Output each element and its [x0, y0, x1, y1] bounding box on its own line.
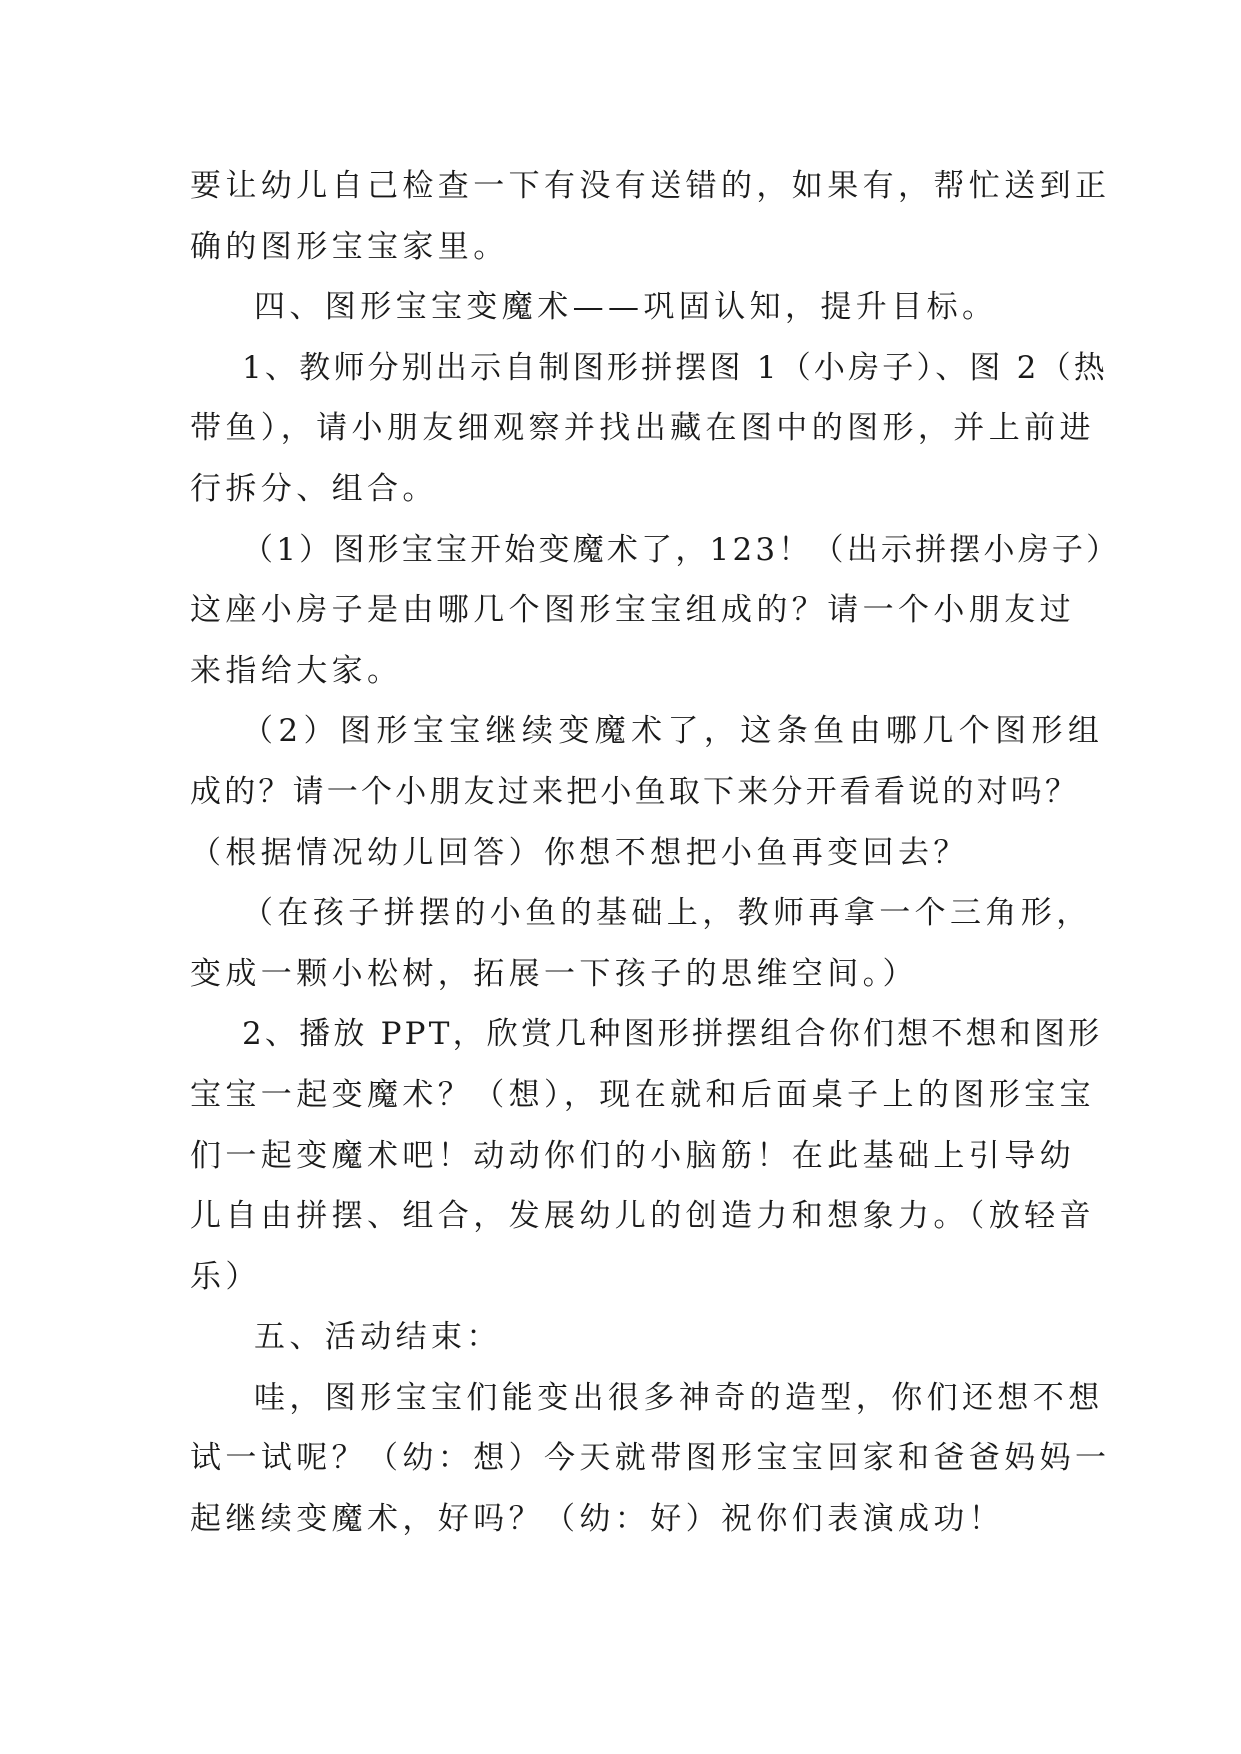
text-line: 成的？请一个小朋友过来把小鱼取下来分开看看说的对吗？ [190, 773, 1080, 810]
text-line: 们一起变魔术吧！动动你们的小脑筋！在此基础上引导幼 [190, 1137, 1075, 1174]
text-line: 试一试呢？（幼：想）今天就带图形宝宝回家和爸爸妈妈一 [190, 1440, 1111, 1477]
text-line: 宝宝一起变魔术？（想），现在就和后面桌子上的图形宝宝 [190, 1076, 1095, 1113]
text-line: （在孩子拼摆的小鱼的基础上，教师再拿一个三角形， [242, 895, 1092, 932]
text-line: 确的图形宝宝家里。 [190, 228, 509, 265]
text-line: 2、播放 PPT，欣赏几种图形拼摆组合你们想不想和图形 [242, 1016, 1103, 1053]
document-body [190, 156, 1121, 1550]
text-line: 儿自由拼摆、组合，发展幼儿的创造力和想象力。（放轻音 [190, 1198, 1095, 1235]
text-line: （1）图形宝宝开始变魔术了，123！（出示拼摆小房子） [242, 531, 1121, 568]
text-line: 来指给大家。 [190, 652, 403, 689]
section-heading: 四、图形宝宝变魔术——巩固认知，提升目标。 [254, 289, 998, 326]
text-line: 哇，图形宝宝们能变出很多神奇的造型，你们还想不想 [254, 1379, 1104, 1416]
text-line: 行拆分、组合。 [190, 470, 438, 507]
text-line: （根据情况幼儿回答）你想不想把小鱼再变回去？ [190, 834, 969, 871]
text-line: 起继续变魔术，好吗？（幼：好）祝你们表演成功！ [190, 1501, 1005, 1538]
text-line: 变成一颗小松树，拓展一下孩子的思维空间。） [190, 955, 918, 992]
section-heading: 五、活动结束： [254, 1319, 502, 1356]
text-line: 要让幼儿自己检查一下有没有送错的，如果有，帮忙送到正 [190, 168, 1111, 204]
text-line: （2）图形宝宝继续变魔术了，这条鱼由哪几个图形组 [242, 713, 1105, 750]
text-line: 1、教师分别出示自制图形拼摆图 1（小房子）、图 2（热 [242, 349, 1108, 386]
text-line: 乐） [190, 1258, 261, 1295]
text-line: 这座小房子是由哪几个图形宝宝组成的？请一个小朋友过 [190, 592, 1075, 629]
text-line: 带鱼），请小朋友细观察并找出藏在图中的图形，并上前进 [190, 410, 1095, 447]
